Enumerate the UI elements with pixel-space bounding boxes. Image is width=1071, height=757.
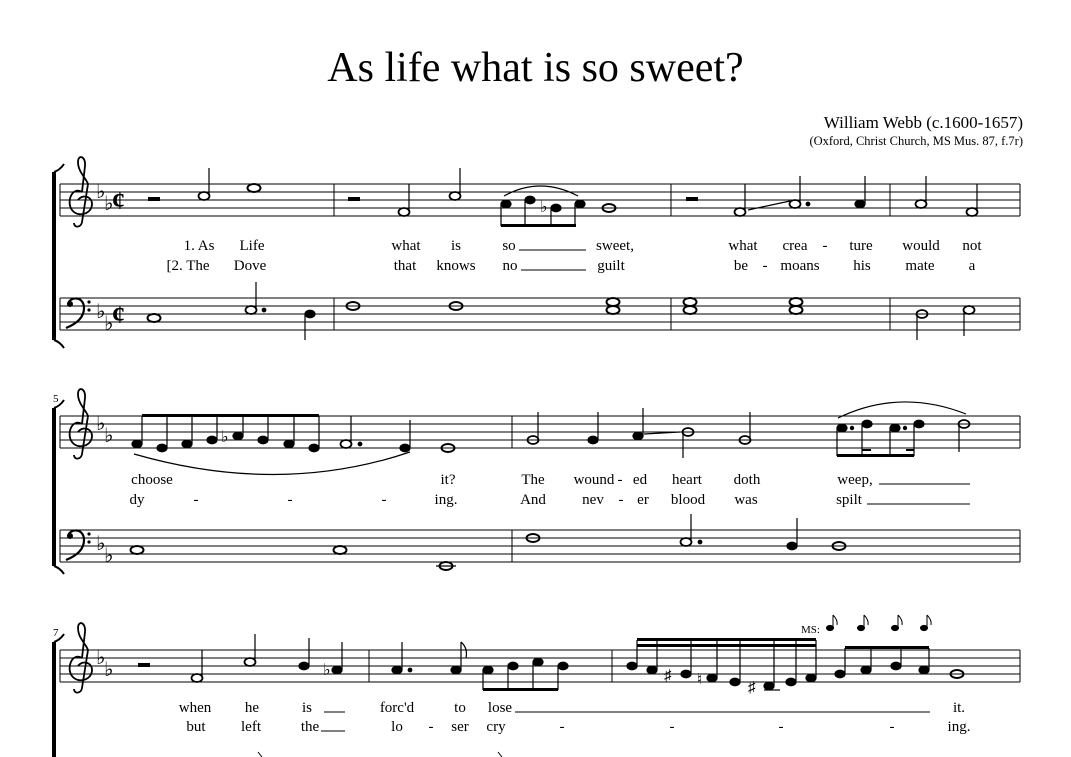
lyric-syllable: is <box>301 700 313 716</box>
lyric-syllable: 1. As <box>183 238 215 254</box>
lyric-syllable: the <box>300 719 320 735</box>
lyric-syllable: knows <box>436 258 476 274</box>
lyric-syllable: - <box>889 719 895 735</box>
lyric-syllable: not <box>962 238 982 254</box>
lyric-syllable: And <box>520 492 546 508</box>
lyric-syllable: that <box>393 258 417 274</box>
page-title: As life what is so sweet? <box>327 45 744 91</box>
lyric-syllable: but <box>186 719 206 735</box>
lyric-syllable: doth <box>733 472 761 488</box>
lyric-syllable: spilt <box>836 492 862 508</box>
lyric-syllable: was <box>734 492 758 508</box>
lyric-syllable: - <box>287 492 293 508</box>
system-2 <box>53 389 1020 574</box>
svg-text:♭: ♭ <box>96 647 106 669</box>
svg-text:♭: ♭ <box>96 533 106 555</box>
svg-text:♭: ♭ <box>96 181 106 203</box>
svg-text:♭: ♭ <box>104 193 114 215</box>
lyric-syllable: - <box>559 719 565 735</box>
lyric-syllable: his <box>853 258 871 274</box>
lyric-syllable: er <box>637 492 649 508</box>
lyric-syllable: cry <box>486 719 506 735</box>
melisma-lines <box>519 250 586 270</box>
treble-staff <box>60 416 1020 448</box>
lyric-syllable: ser <box>451 719 469 735</box>
bass-notes-system-1 <box>148 282 975 340</box>
source-citation: (Oxford, Christ Church, MS Mus. 87, f.7r) <box>809 134 1023 148</box>
svg-text:♯: ♯ <box>748 680 756 696</box>
lyric-syllable: so <box>502 238 516 254</box>
next-staff-edge <box>258 752 502 757</box>
lyric-syllable: to <box>454 700 466 716</box>
treble-notes-system-1 <box>148 168 978 227</box>
lyric-syllable: ing. <box>947 719 971 735</box>
lyric-syllable: nev <box>582 492 604 508</box>
lyric-syllable: crea <box>782 238 808 254</box>
lyrics-system-2 <box>130 472 873 508</box>
lyric-syllable: - <box>669 719 675 735</box>
lyric-syllable: no <box>502 258 518 274</box>
lyric-syllable: what <box>728 238 758 254</box>
svg-text:♭: ♭ <box>221 429 229 446</box>
lyric-syllable: - <box>822 238 828 254</box>
lyric-syllable: lo <box>391 719 403 735</box>
svg-text:♯: ♯ <box>664 668 672 684</box>
composer-credit: William Webb (c.1600-1657) <box>823 113 1023 132</box>
lyrics-system-1 <box>166 238 982 274</box>
ms-variant-label: MS: <box>801 624 820 636</box>
lyric-syllable: - <box>762 258 768 274</box>
system-3 <box>53 615 1020 757</box>
lyric-syllable: heart <box>672 472 702 488</box>
lyrics-system-3 <box>179 700 971 735</box>
key-signature-flats <box>96 181 113 335</box>
lyric-syllable: left <box>241 719 261 735</box>
lyric-syllable: weep, <box>837 472 873 488</box>
svg-text:♭: ♭ <box>323 662 331 679</box>
bass-staff <box>60 530 1020 562</box>
lyric-syllable: moans <box>780 258 820 274</box>
lyric-syllable: - <box>428 719 434 735</box>
lyric-syllable: would <box>902 238 940 254</box>
lyric-syllable: a <box>968 258 976 274</box>
bass-clef-icon <box>66 298 91 328</box>
melisma-lines <box>867 484 970 504</box>
lyric-syllable: ed <box>632 472 648 488</box>
lyric-syllable: what <box>391 238 421 254</box>
lyric-syllable: be <box>733 258 749 274</box>
svg-text:¢: ¢ <box>112 300 125 329</box>
key-signature-flats <box>96 413 113 567</box>
lyric-syllable: Dove <box>233 258 267 274</box>
lyric-syllable: [2. The <box>166 258 210 274</box>
svg-text:♭: ♭ <box>104 425 114 447</box>
svg-text:♭: ♭ <box>540 199 548 216</box>
lyric-syllable: when <box>178 700 212 716</box>
lyric-syllable: The <box>521 472 545 488</box>
measure-number: 5 <box>53 393 59 405</box>
treble-notes-system-2 <box>132 402 970 475</box>
bass-staff <box>60 298 1020 330</box>
svg-text:♭: ♭ <box>104 659 114 681</box>
lyric-syllable: dy <box>129 492 145 508</box>
lyric-syllable: - <box>193 492 199 508</box>
lyric-syllable: forc'd <box>379 700 415 716</box>
svg-text:¢: ¢ <box>112 186 125 215</box>
measure-number: 7 <box>53 627 59 639</box>
key-signature-flats <box>96 647 113 681</box>
svg-text:♭: ♭ <box>104 545 114 567</box>
time-signature-cut <box>112 186 125 329</box>
lyric-syllable: guilt <box>597 258 625 274</box>
lyric-syllable: lose <box>487 700 513 716</box>
lyric-syllable: choose <box>131 472 173 488</box>
lyric-syllable: wound <box>573 472 615 488</box>
lyric-syllable: sweet, <box>596 238 634 254</box>
lyric-syllable: he <box>244 700 260 716</box>
lyric-syllable: it. <box>952 700 966 716</box>
lyric-syllable: Life <box>239 238 265 254</box>
bass-clef-icon <box>66 530 91 560</box>
lyric-syllable: ture <box>849 238 873 254</box>
lyric-syllable: ing. <box>434 492 458 508</box>
lyric-syllable: - <box>618 492 624 508</box>
lyric-syllable: - <box>381 492 387 508</box>
lyric-syllable: blood <box>670 492 706 508</box>
svg-text:♭: ♭ <box>104 313 114 335</box>
ms-variant-note <box>801 615 931 636</box>
lyric-syllable: - <box>617 472 623 488</box>
svg-text:♭: ♭ <box>96 301 106 323</box>
system-1 <box>54 157 1020 348</box>
lyric-syllable: is <box>450 238 462 254</box>
lyric-syllable: mate <box>905 258 935 274</box>
svg-text:♮: ♮ <box>697 672 703 688</box>
lyric-syllable: - <box>778 719 784 735</box>
lyric-syllable: it? <box>440 472 456 488</box>
treble-notes-system-3 <box>138 634 964 696</box>
svg-text:♭: ♭ <box>96 413 106 435</box>
